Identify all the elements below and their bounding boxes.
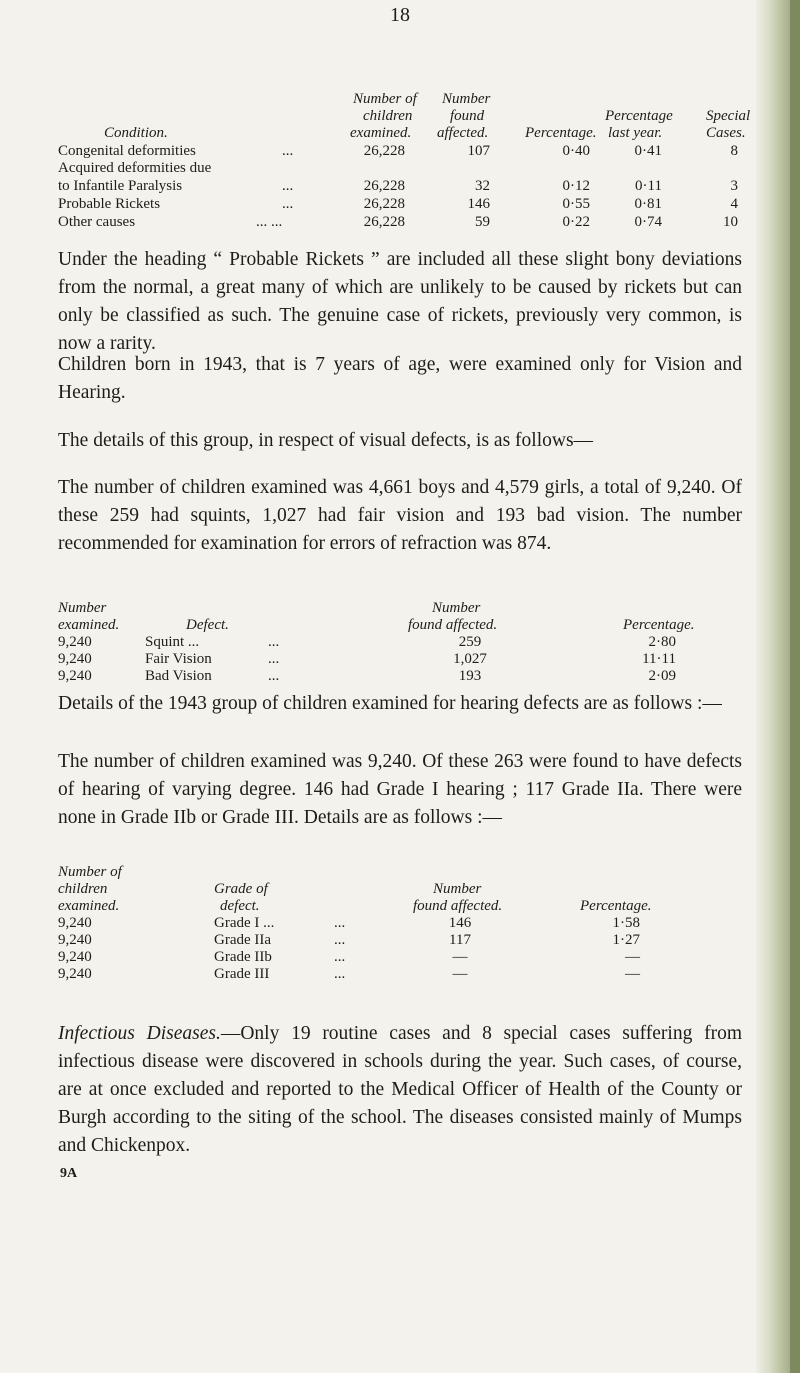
section-title-infectious-diseases: Infectious Diseases. [58, 1023, 221, 1044]
table-row-found: 146 [448, 915, 472, 931]
table-row-percentage: 1·58 [612, 915, 640, 931]
table-row-found: 107 [467, 143, 490, 159]
page-number: 18 [390, 4, 410, 26]
paragraph-infectious-diseases [58, 1020, 742, 1160]
table-row-condition-cont: to Infantile Paralysis [58, 178, 183, 194]
header-percentage: Percentage. [623, 617, 695, 633]
header-examined-2: children [363, 108, 413, 124]
table-row-examined: 9,240 [58, 651, 92, 667]
table-row-leader: ... [268, 668, 280, 684]
header-examined: examined. [58, 898, 120, 914]
table-row-defect: Bad Vision [145, 668, 212, 684]
header-defect: Defect. [186, 617, 229, 633]
table-row-found: — [452, 949, 468, 965]
table-row-percentage: — [625, 949, 640, 965]
header-examined-1: Number of [353, 91, 417, 107]
table-row-examined: 9,240 [58, 949, 92, 965]
table-row-leader: ... ... [256, 214, 283, 230]
table-row-condition: Congenital deformities [58, 143, 196, 159]
header-examined-3: examined. [350, 125, 412, 141]
table-row-examined: 26,228 [363, 214, 405, 230]
header-found-1: Number [442, 91, 491, 107]
table-row-leader: ... [268, 634, 280, 650]
header-found-2: found affected. [408, 617, 498, 633]
header-found-1: Number [433, 881, 482, 897]
table-row-special: 8 [730, 143, 738, 159]
table-row-condition: Probable Rickets [58, 196, 161, 212]
table-row-grade: Grade IIa [214, 932, 272, 948]
paragraph-visual-defects-intro: The details of this group, in respect of visual defects, is as follows— [58, 430, 594, 451]
table-row-examined: 26,228 [363, 178, 405, 194]
table-row-found: 1,027 [453, 651, 487, 667]
table-row-found: — [452, 966, 468, 982]
header-percentage: Percentage. [580, 898, 652, 914]
table-row-leader: ... [268, 651, 280, 667]
header-last-year-2: last year. [608, 125, 663, 141]
header-defect: defect. [220, 898, 260, 914]
header-last-year-1: Percentage [605, 108, 673, 124]
table-row-last-year: 0·41 [634, 143, 662, 159]
header-children: children [58, 881, 108, 897]
table-row-found: 32 [475, 178, 490, 194]
page-edge-binding [790, 0, 800, 1373]
header-found-3: affected. [437, 125, 489, 141]
table-row-percentage: 2·09 [648, 668, 676, 684]
paragraph-hearing-intro: Details of the 1943 group of children examined for hearing defects are as follows :— [58, 693, 722, 714]
table-row-special: 4 [730, 196, 738, 212]
header-special-2: Cases. [706, 125, 746, 141]
table-row-leader: ... [282, 143, 294, 159]
header-grade-of: Grade of [214, 881, 268, 897]
table-row-found: 146 [467, 196, 490, 212]
header-found-2: found affected. [413, 898, 503, 914]
table-row-last-year: 0·11 [635, 178, 662, 194]
table-row-percentage: 0·55 [562, 196, 590, 212]
table-row-defect: Squint ... [145, 634, 200, 650]
table-row-last-year: 0·81 [634, 196, 662, 212]
paragraph-1943-children: Children born in 1943, that is 7 years of age, were examined only for Vision and Hearing. [58, 354, 742, 403]
paragraph-rickets: Under the heading “ Probable Rickets ” are included all these slight bony deviations from the normal, a great many of which are unlikely to be caused by rickets but can only be classified as such. The genuine case of rickets, previously very common, is now a rarity. [58, 249, 742, 354]
table-row-examined: 9,240 [58, 966, 92, 982]
header-examined: examined. [58, 617, 120, 633]
table-row-percentage: 2·80 [648, 634, 676, 650]
header-special-1: Special [706, 108, 751, 124]
table-row-condition: Acquired deformities due [58, 160, 212, 176]
header-percentage: Percentage. [525, 125, 597, 141]
table-row-examined: 9,240 [58, 915, 92, 931]
table-row-leader: ... [334, 932, 346, 948]
header-found-1: Number [432, 600, 481, 616]
table-row-defect: Fair Vision [145, 651, 212, 667]
table-row-grade: Grade IIb [214, 949, 272, 965]
table-row-grade: Grade I ... [214, 915, 275, 931]
table-row-leader: ... [282, 178, 294, 194]
table-row-condition: Other causes [58, 214, 136, 230]
table-row-grade: Grade III [214, 966, 270, 982]
printer-signature-mark: 9A [60, 1166, 78, 1181]
table-row-examined: 9,240 [58, 932, 92, 948]
header-found-2: found [450, 108, 485, 124]
table-row-leader: ... [282, 196, 294, 212]
table-row-found: 193 [458, 668, 482, 684]
table-row-special: 3 [730, 178, 738, 194]
paragraph-visual-defects: The number of children examined was 4,661 boys and 4,579 girls, a total of 9,240. Of these 259 had squints, 1,027 had fair vision and 193 bad vision. The number recommended for examination for errors of refraction was 874. [58, 477, 742, 554]
table-row-percentage: 0·40 [562, 143, 590, 159]
paragraph-infectious-diseases-text: —Only 19 routine cases and 8 special cases suffering from infectious disease were discovered in schools during the year. Such cases, of course, are at once excluded and reported to the Medical Officer of Health of the County or Burgh according to the siting of the school. The diseases consisted mainly of Mumps and Chickenpox. [58, 1023, 742, 1156]
table-row-found: 59 [475, 214, 490, 230]
table-row-found: 259 [458, 634, 482, 650]
table-row-percentage: 0·12 [562, 178, 590, 194]
header-number-of: Number of [58, 864, 122, 880]
table-row-percentage: 1·27 [612, 932, 640, 948]
table-row-examined: 9,240 [58, 668, 92, 684]
table-row-examined: 26,228 [363, 143, 405, 159]
table-row-examined: 26,228 [363, 196, 405, 212]
table-row-percentage: 11·11 [642, 651, 676, 667]
table-row-leader: ... [334, 949, 346, 965]
table-row-found: 117 [449, 932, 471, 948]
table-row-percentage: — [625, 966, 640, 982]
header-number: Number [58, 600, 107, 616]
table-row-examined: 9,240 [58, 634, 92, 650]
table-row-leader: ... [334, 915, 346, 931]
paragraph-hearing-defects: The number of children examined was 9,240. Of these 263 were found to have defects of hearing of varying degree. 146 had Grade I hearing ; 117 Grade IIa. There were none in Grade IIb or Grade III. Details are as follows :— [58, 751, 742, 828]
table-row-leader: ... [334, 966, 346, 982]
table-row-percentage: 0·22 [562, 214, 590, 230]
table-row-special: 10 [723, 214, 738, 230]
header-condition: Condition. [104, 125, 168, 141]
table-row-last-year: 0·74 [634, 214, 662, 230]
